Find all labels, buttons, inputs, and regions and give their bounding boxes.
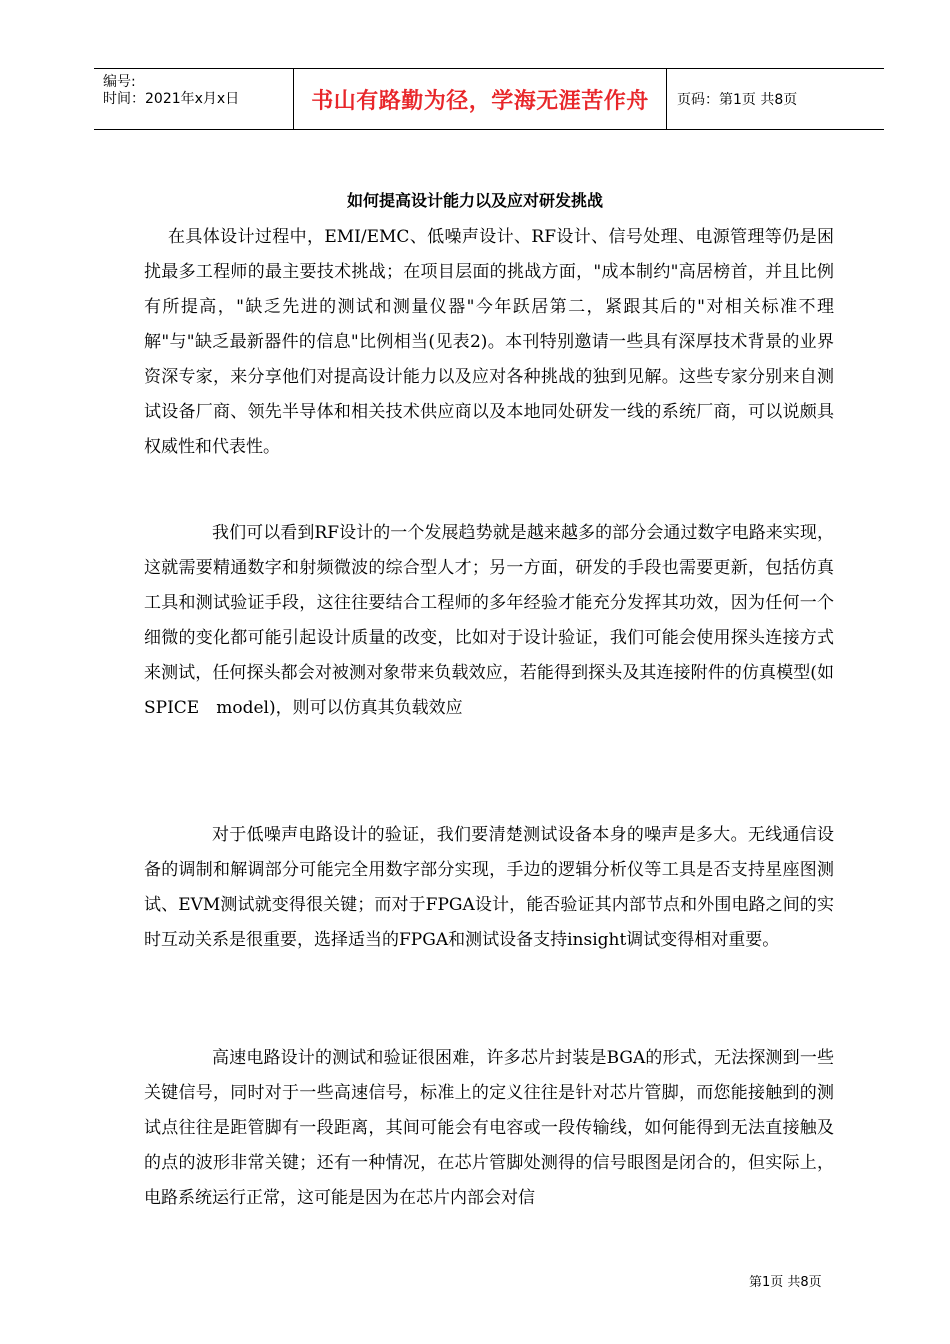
header-motto: 书山有路勤为径，学海无涯苦作舟 (294, 69, 667, 129)
document-number-label: 编号: (103, 74, 136, 90)
page-header (94, 68, 884, 130)
header-page-label: 页码：第1页 共8页 (677, 92, 798, 108)
header-meta-cell (94, 69, 294, 129)
paragraph: 在具体设计过程中，EMI/EMC、低噪声设计、RF设计、信号处理、电源管理等仍是困扰最多工程师的最主要技术挑战；在项目层面的挑战方面，"成本制约"高居榜首，并且比例有所提高，"缺乏先进的测试和测量仪器"今年跃居第二，紧跟其后的"对相关标准不理解"与"缺乏最新器件的信息"比例相当(见表2)。本刊特别邀请一些具有深厚技术背景的业界资深专家，来分享他们对提高设计能力以及应对各种挑战的独到见解。这些专家分别来自测试设备厂商、领先半导体和相关技术供应商以及本地同处研发一线的系统厂商，可以说颇具权威性和代表性。 (144, 227, 834, 457)
paragraph: 对于低噪声电路设计的验证，我们要清楚测试设备本身的噪声是多大。无线通信设备的调制和解调部分可能完全用数字部分实现，手边的逻辑分析仪等工具是否支持星座图测试、EVM测试就变得很关键；而对于FPGA设计，能否验证其内部节点和外围电路之间的实时互动关系是很重要，选择适当的FPGA和测试设备支持insight调试变得相对重要。 (144, 825, 834, 950)
footer-page-number: 第1页 共8页 (749, 1275, 822, 1290)
paragraph: 我们可以看到RF设计的一个发展趋势就是越来越多的部分会通过数字电路来实现，这就需要精通数字和射频微波的综合型人才；另一方面，研发的手段也需要更新，包括仿真工具和测试验证手段，这往往要结合工程师的多年经验才能充分发挥其功效，因为任何一个细微的变化都可能引起设计质量的改变，比如对于设计验证，我们可能会使用探头连接方式来测试，任何探头都会对被测对象带来负载效应，若能得到探头及其连接附件的仿真模型(如SPICE model)，则可以仿真其负载效应 (144, 523, 834, 718)
document-time-label: 时间：2021年x月x日 (103, 91, 240, 107)
document-title: 如何提高设计能力以及应对研发挑战 (346, 191, 603, 210)
paragraph: 高速电路设计的测试和验证很困难，许多芯片封装是BGA的形式，无法探测到一些关键信号，同时对于一些高速信号，标准上的定义往往是针对芯片管脚，而您能接触到的测试点往往是距管脚有一段距离，其间可能会有电容或一段传输线，如何能得到无法直接触及的点的波形非常关键；还有一种情况，在芯片管脚处测得的信号眼图是闭合的，但实际上，电路系统运行正常，这可能是因为在芯片内部会对信 (144, 1048, 834, 1208)
